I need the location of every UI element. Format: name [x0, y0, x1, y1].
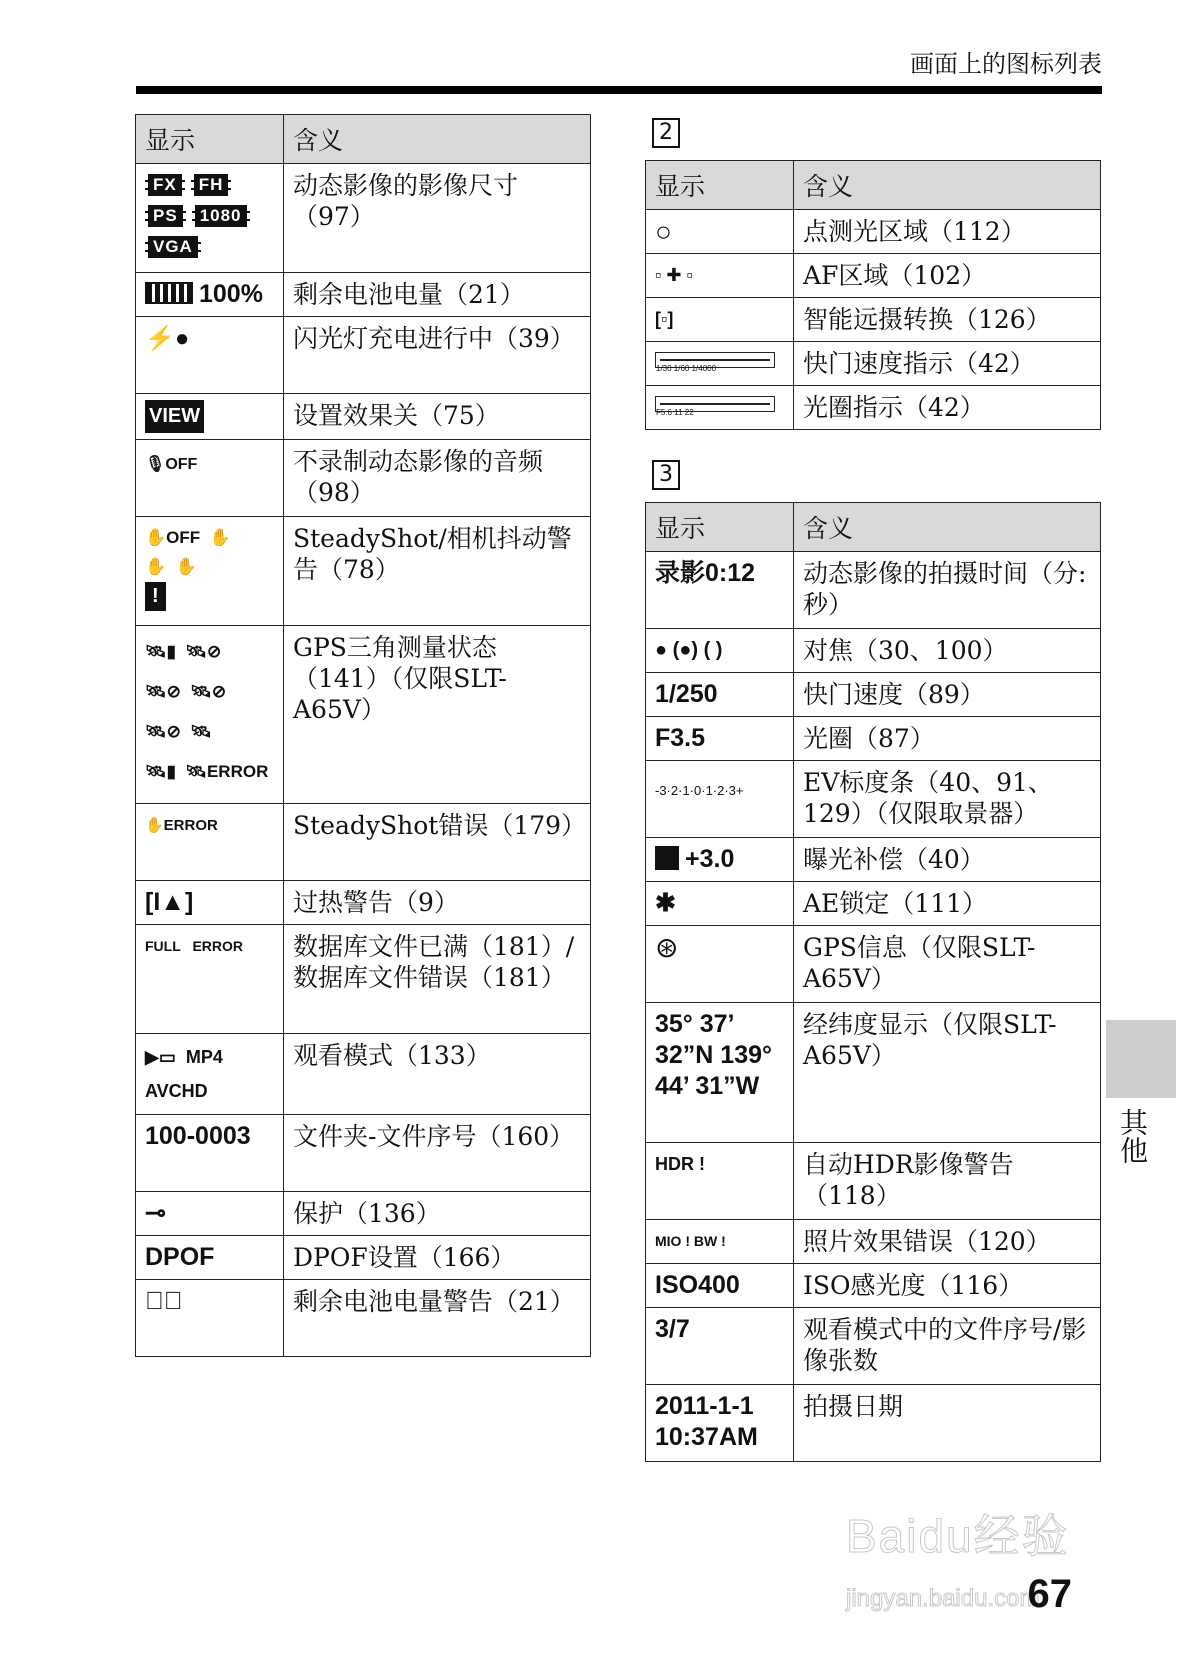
table-row-meaning: 照片效果错误（120） — [794, 1220, 1101, 1264]
af-area-icon: ▫ ✚ ▫ — [646, 254, 794, 298]
col-header-display: 显示 — [646, 503, 794, 552]
battery-level-icon: 100% — [136, 273, 284, 317]
icon-table-3 — [645, 502, 1101, 1462]
overheat-icon: [I▲] — [136, 881, 284, 925]
table-row-meaning: 动态影像的拍摄时间（分:秒） — [794, 552, 1101, 629]
table-row-meaning: SteadyShot错误（179） — [284, 804, 591, 881]
focus-icons: ● (●) ( ) — [646, 629, 794, 673]
battery-icon — [145, 282, 193, 304]
gps-no-signal-icon: 🛰⊘ — [190, 682, 227, 701]
table-row-meaning: GPS三角测量状态（141）（仅限SLT-A65V） — [284, 626, 591, 804]
database-icons — [136, 925, 284, 1034]
section-number-2: 2 — [652, 118, 680, 148]
gps-no-signal-icon: 🛰⊘ — [185, 642, 222, 661]
table-row-meaning: 经纬度显示（仅限SLT-A65V） — [794, 1003, 1101, 1143]
table-row-meaning: 动态影像的影像尺寸（97） — [284, 164, 591, 273]
table-row-meaning: GPS信息（仅限SLT-A65V） — [794, 926, 1101, 1003]
table-row-meaning: AF区域（102） — [794, 254, 1101, 298]
dpof-label: DPOF — [136, 1236, 284, 1280]
still-view-icon: ▶▭ — [145, 1047, 176, 1067]
file-number-count: 3/7 — [646, 1308, 794, 1385]
table-row-meaning: 对焦（30、100） — [794, 629, 1101, 673]
fx-icon: FX — [145, 174, 185, 196]
iso-value: ISO400 — [646, 1264, 794, 1308]
col-header-meaning: 含义 — [794, 503, 1101, 552]
table-row-meaning: 智能远摄转换（126） — [794, 298, 1101, 342]
icon-table-2 — [645, 160, 1101, 430]
table-row-meaning: DPOF设置（166） — [284, 1236, 591, 1280]
gps-no-signal-icon: 🛰⊘ — [145, 682, 181, 701]
table-row-meaning: AE锁定（111） — [794, 882, 1101, 926]
avchd-view-icon: AVCHD — [145, 1081, 208, 1101]
table-row-meaning: 拍摄日期 — [794, 1385, 1101, 1462]
table-row-meaning: EV标度条（40、91、129）（仅限取景器） — [794, 761, 1101, 838]
baidu-watermark: Baidu经验 — [846, 1510, 1070, 1562]
shooting-date: 2011-1-1 10:37AM — [646, 1385, 794, 1462]
aperture-value: F3.5 — [646, 717, 794, 761]
col-header-display: 显示 — [136, 115, 284, 164]
col-header-display: 显示 — [646, 161, 794, 210]
baidu-watermark-url: jingyan.baidu.com — [846, 1585, 1040, 1612]
recording-time: 录影0:12 — [646, 552, 794, 629]
steadyshot-off-icon: ✋OFF — [145, 528, 201, 547]
folder-file-number: 100-0003 — [136, 1115, 284, 1192]
table-row-meaning: 自动HDR影像警告（118） — [794, 1143, 1101, 1220]
page-header-title: 画面上的图标列表 — [910, 50, 1102, 78]
shutter-speed-indicator-icon: 1/30 1/60 1/4000 — [646, 342, 794, 386]
gps-signal-icon: 🛰▮ — [145, 642, 176, 661]
table-row-meaning: 曝光补偿（40） — [794, 838, 1101, 882]
table-row-meaning: 观看模式（133） — [284, 1034, 591, 1115]
col-header-meaning: 含义 — [284, 115, 591, 164]
table-row-meaning: 设置效果关（75） — [284, 394, 591, 440]
gps-icon: 🛰 — [190, 722, 212, 741]
steadyshot-error-icon: ✋ERROR — [136, 804, 284, 881]
table-row-meaning: 不录制动态影像的音频（98） — [284, 440, 591, 517]
section-number-3: 3 — [652, 460, 680, 490]
page-number: 67 — [1027, 1572, 1072, 1616]
database-full-icon: FULL — [145, 938, 181, 954]
1080-icon: 1080 — [192, 205, 250, 227]
gps-no-signal-icon: 🛰⊘ — [145, 722, 181, 741]
shutter-speed-value: 1/250 — [646, 673, 794, 717]
exposure-compensation: +3.0 — [646, 838, 794, 882]
battery-warning-icon: ▭⃥ — [136, 1280, 284, 1357]
table-row-meaning: 剩余电池电量警告（21） — [284, 1280, 591, 1357]
ev-scale-icon: -3·2·1·0·1·2·3+ — [646, 761, 794, 838]
camera-shake-icon: ✋ — [209, 528, 231, 547]
table-row-meaning: 保护（136） — [284, 1192, 591, 1236]
table-row-meaning: 光圈（87） — [794, 717, 1101, 761]
ae-lock-icon: ✱ — [646, 882, 794, 926]
mic-off-icon: 🎙OFF — [136, 440, 284, 517]
gps-info-icon: ⊛ — [646, 926, 794, 1003]
gps-error-icon: 🛰ERROR — [185, 762, 269, 781]
table-row-meaning: 观看模式中的文件序号/影像张数 — [794, 1308, 1101, 1385]
table-row-meaning: 闪光灯充电进行中（39） — [284, 317, 591, 394]
view-mode-icons — [136, 1034, 284, 1115]
protect-key-icon: ⊸ — [136, 1192, 284, 1236]
movie-size-icons — [136, 164, 284, 273]
side-tab-label: 其他 — [1116, 1108, 1149, 1164]
latitude-longitude: 35° 37’ 32”N 139° 44’ 31”W — [646, 1003, 794, 1143]
table-row-meaning: 点测光区域（112） — [794, 210, 1101, 254]
gps-status-icons — [136, 626, 284, 804]
aperture-indicator-icon: F5.6 11 22 — [646, 386, 794, 430]
picture-effect-error-icons: MIO ! BW ! — [646, 1220, 794, 1264]
spot-metering-icon: ○ — [646, 210, 794, 254]
table-row-meaning: 光圈指示（42） — [794, 386, 1101, 430]
warning-icon: ! — [145, 582, 166, 611]
table-row-meaning: 快门速度（89） — [794, 673, 1101, 717]
table-row-meaning: ISO感光度（116） — [794, 1264, 1101, 1308]
steadyshot-warning-icons — [136, 517, 284, 626]
vga-icon: VGA — [145, 236, 201, 258]
side-tab — [1106, 1020, 1176, 1098]
flash-charging-icon: ⚡● — [136, 317, 284, 394]
icon-table-1 — [135, 114, 591, 1357]
table-row-meaning: 数据库文件已满（181）/数据库文件错误（181） — [284, 925, 591, 1034]
table-row-meaning: 快门速度指示（42） — [794, 342, 1101, 386]
database-error-icon: ERROR — [192, 938, 243, 954]
table-row-meaning: 过热警告（9） — [284, 881, 591, 925]
ps-icon: PS — [145, 205, 186, 227]
view-icon: VIEW — [136, 394, 284, 440]
camera-shake-icon: ✋ — [175, 557, 197, 576]
mp4-view-icon: MP4 — [185, 1047, 223, 1067]
fh-icon: FH — [191, 174, 232, 196]
smart-teleconverter-icon: [▫] — [646, 298, 794, 342]
col-header-meaning: 含义 — [794, 161, 1101, 210]
header-rule — [136, 86, 1102, 94]
camera-shake-icon: ✋ — [145, 557, 167, 576]
table-row-meaning: 文件夹-文件序号（160） — [284, 1115, 591, 1192]
table-row-meaning: 剩余电池电量（21） — [284, 273, 591, 317]
table-row-meaning: SteadyShot/相机抖动警告（78） — [284, 517, 591, 626]
hdr-warning-icon: HDR ! — [646, 1143, 794, 1220]
exposure-comp-icon — [655, 846, 679, 870]
gps-signal-icon: 🛰▮ — [145, 762, 176, 781]
